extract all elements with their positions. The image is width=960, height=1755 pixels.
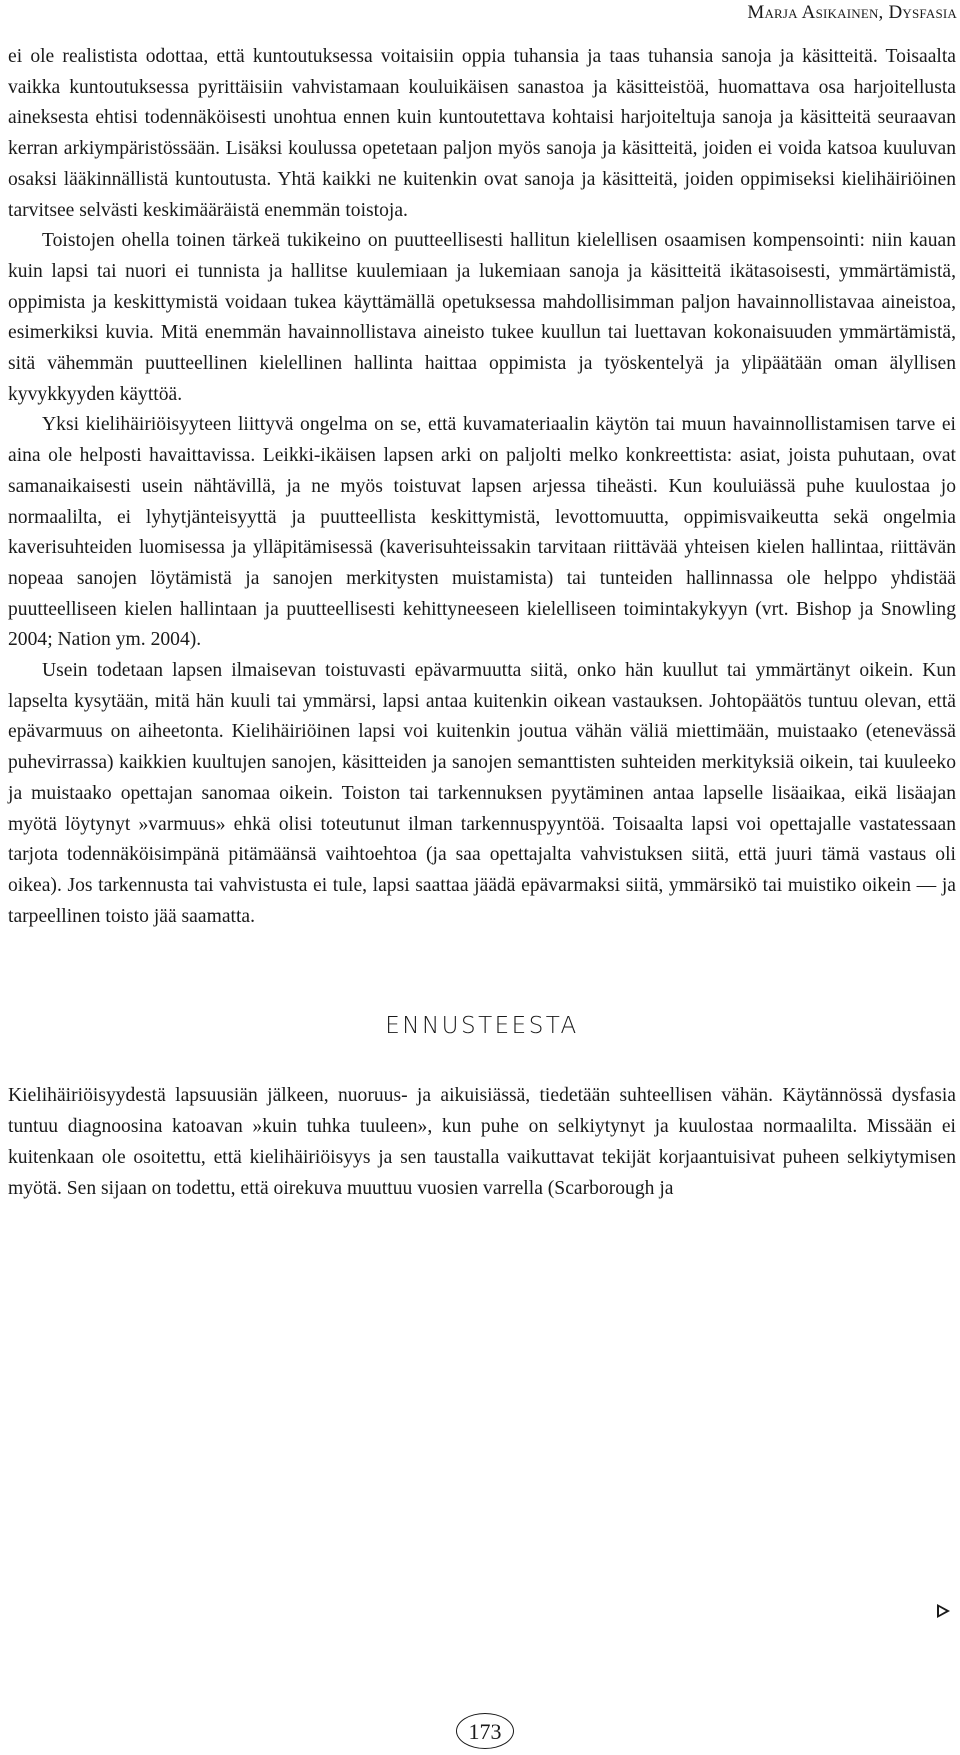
page-number: 173 (456, 1713, 514, 1749)
body-text (8, 42, 956, 1204)
paragraph-4: Usein todetaan lapsen ilmaisevan toistuvasti epävarmuutta siitä, onko hän kuullut tai ymmärtänyt oikein. Kun lapselta kysytään, mitä hän kuuli tai ymmärsi, lapsi antaa kuitenkin oikean vastauksen. Johtopäätös tuntuu olevan, että epävarmuus on aiheetonta. Kielihäiriöinen lapsi voi kuitenkin joutua vähän väliä miettimään, muistaako (etenevässä puhevirrassa) kaikkien kuultujen sanojen, käsitteiden ja sanojen semanttisten suhteiden merkityksiä oikein, tai kuuleeko ja muistaako opettajan sanomaa oikein. Toiston tai tarkennuksen pyytäminen antaa lapselle lisäaikaa, eikä lisäajan myötä löytynyt »varmuus» ehkä olisi toteutunut ilman tarkennuspyyntöä. Toisaalta lapsi voi opettajalle vastatessaan tarjota todennäköisimpänä pitämäänsä vaihtoehtoa (ja saa opettajalta vahvistuksen siitä, että juuri tämä vastaus oli oikea). Jos tarkennusta tai vahvistusta ei tule, lapsi saattaa jäädä epävarmaksi siitä, ymmärsikö tai muistiko oikein — ja tarpeellinen toisto jää saamatta. (8, 660, 956, 927)
continue-arrow-icon (937, 1604, 950, 1618)
running-header: Marja Asikainen, Dysfasia (747, 2, 957, 23)
paragraph-2: Toistojen ohella toinen tärkeä tukikeino on puutteellisesti hallitun kielellisen osaamisen kompensointi: niin kauan kuin lapsi tai nuori ei tunnista ja hallitse kuulemiaan ja lukemiaan sanoja ja käsitteitä ikätasoisesti, ymmärtämistä, oppimista ja keskittymistä voidaan tukea käyttämällä opetuksessa mahdollisimman paljon havainnollistavaa aineistoa, esimerkiksi kuvia. Mitä enemmän havainnollistava aineisto tukee kuullun tai luettavan kokonaisuuden ymmärtämistä, sitä vähemmän puutteellinen kielellinen hallinta haittaa oppimista ja työskentelyä ja ylipäätään oman älyllisen kyvykkyyden käyttöä. (8, 230, 956, 405)
paragraph-1: ei ole realistista odottaa, että kuntoutuksessa voitaisiin oppia tuhansia ja taas tuhansia sanoja ja käsitteitä. Toisaalta vaikka kuntoutuksessa pyrittäisiin vahvistamaan kouluikäisen sanastoa ja käsitteistöä, huomattava osa harjoitellusta aineksesta ehtisi todennäköisesti unohtua ennen kuin kuntoutettava kohtaisi harjoiteltuja sanoja ja käsitteitä seuraavan kerran arkiympäristössään. Lisäksi koulussa opetetaan paljon myös sanoja ja käsitteitä, joiden ei voida katsoa kuuluvan osaksi lääkinnällistä kuntoutusta. Yhtä kaikki ne kuitenkin ovat sanoja ja käsitteitä, joiden oppimiseksi kielihäiriöinen tarvitsee selvästi keskimääräistä enemmän toistoja. (8, 46, 956, 221)
section-heading: ENNUSTEESTA (385, 1013, 579, 1040)
paragraph-3: Yksi kielihäiriöisyyteen liittyvä ongelma on se, että kuvamateriaalin käytön tai muun havainnollistamisen tarve ei aina ole helposti havaittavissa. Leikki-ikäisen lapsen arki on paljolti melko konkreettista: asiat, joista puhutaan, ovat samanaikaisesti usein nähtävillä, ja ne myös toistuvat lapsen arjessa tiheästi. Kun kouluiässä puhe kuulostaa jo normaalilta, ei lyhytjänteisyyttä ja puutteellista keskittymistä, levottomuutta, oppimisvaikeutta sekä ongelmia kaverisuhteiden luomisessa ja ylläpitämisessä (kaverisuhteissakin tarvitaan riittävää yhteisen kielen hallintaa, riittävän nopeaa sanojen löytämistä ja sanojen merkitysten muistamista) tai tunteiden hallinnassa ole helppo yhdistää puutteelliseen kielen hallintaan ja puutteellisesti kehittyneeseen kielelliseen toimintakykyyn (vrt. Bishop ja Snowling 2004; Nation ym. 2004). (8, 414, 956, 651)
section-paragraph: Kielihäiriöisyydestä lapsuusiän jälkeen, nuoruus- ja aikuisiässä, tiedetään suhteellisen vähän. Käytännössä dysfasia tuntuu diagnoosina katoavan »kuin tuhka tuuleen», kun puhe on selkiytynyt ja kuulostaa normaalilta. Missään ei kuitenkaan ole osoitettu, että kielihäiriöisyys ja sen taustalla vaikuttavat tekijät korjaantuisivat puheen selkiytymisen myötä. Sen sijaan on todettu, että oirekuva muuttuu vuosien varrella (Scarborough ja (8, 1085, 956, 1199)
